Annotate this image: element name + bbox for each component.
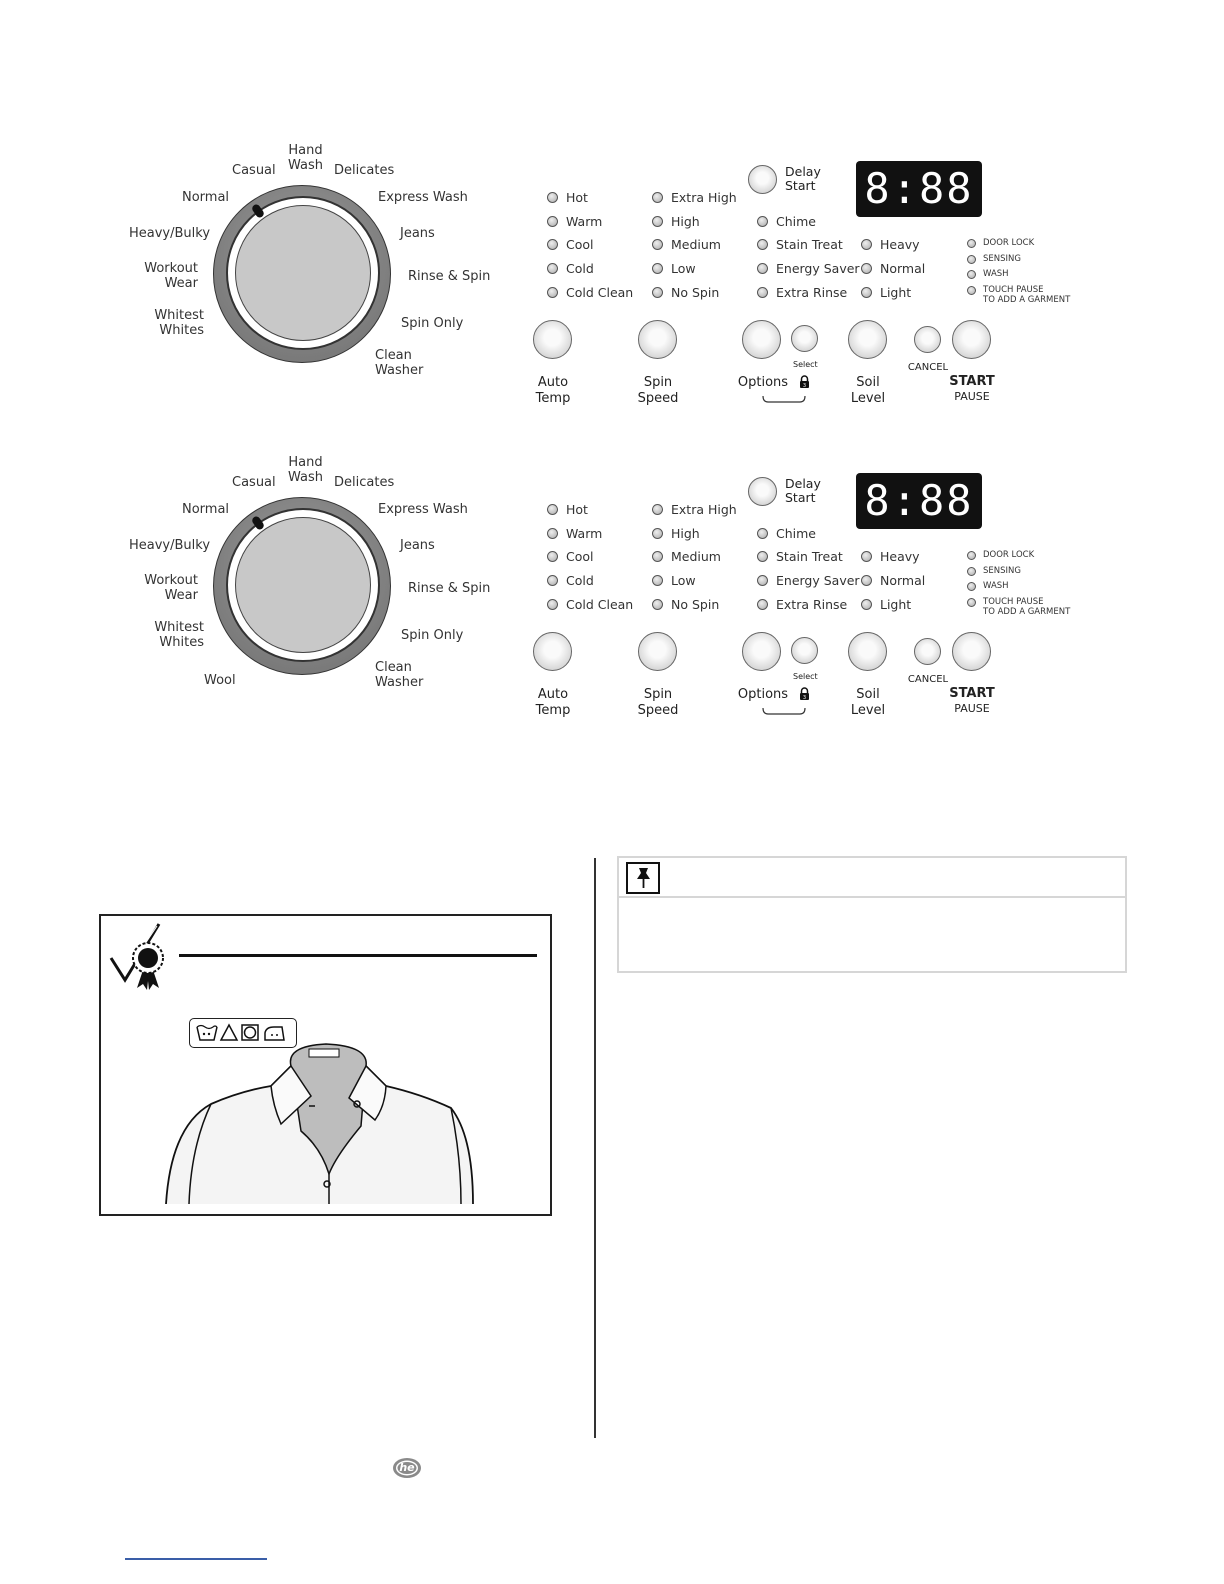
temp-led-hot: Hot bbox=[547, 190, 588, 205]
spin-led-medium: Medium bbox=[652, 237, 721, 252]
cycle-express-wash: Express Wash bbox=[378, 190, 468, 205]
control-panel bbox=[0, 135, 1224, 435]
led-icon bbox=[757, 263, 768, 274]
led-icon bbox=[547, 239, 558, 250]
start-pause-button[interactable] bbox=[952, 632, 991, 671]
spin-led-no-spin: No Spin bbox=[652, 285, 719, 300]
spin-speed-label: Spin Speed bbox=[637, 375, 679, 406]
cycle-rinse-spin: Rinse & Spin bbox=[408, 269, 491, 284]
cycle-casual: Casual bbox=[232, 475, 276, 490]
status-sensing: SENSING bbox=[967, 566, 1021, 576]
led-icon bbox=[757, 528, 768, 539]
temp-led-cold-clean: Cold Clean bbox=[547, 285, 633, 300]
temp-led-hot: Hot bbox=[547, 502, 588, 517]
soil-level-button[interactable] bbox=[848, 320, 887, 359]
temp-led-cool: Cool bbox=[547, 237, 594, 252]
option-led-extra-rinse: Extra Rinse bbox=[757, 285, 847, 300]
start-label: START bbox=[949, 374, 995, 389]
cycle-selector-knob[interactable] bbox=[213, 497, 391, 675]
cancel-label: CANCEL bbox=[907, 674, 949, 685]
time-display: 8:88 bbox=[856, 473, 982, 529]
led-icon bbox=[757, 216, 768, 227]
cycle-whitest-whites: Whitest Whites bbox=[154, 620, 204, 650]
led-icon bbox=[757, 575, 768, 586]
led-icon bbox=[967, 255, 976, 264]
status-touch-pause: TOUCH PAUSE TO ADD A GARMENT bbox=[967, 597, 1070, 617]
cycle-delicates: Delicates bbox=[334, 475, 395, 490]
cycle-workout-wear: Workout Wear bbox=[144, 573, 198, 603]
select-label: Select bbox=[793, 360, 818, 369]
cancel-button[interactable] bbox=[914, 638, 941, 665]
spin-led-medium: Medium bbox=[652, 549, 721, 564]
cycle-rinse-spin: Rinse & Spin bbox=[408, 581, 491, 596]
led-icon bbox=[547, 192, 558, 203]
led-icon bbox=[547, 551, 558, 562]
led-icon bbox=[967, 286, 976, 295]
led-icon bbox=[652, 551, 663, 562]
cycle-selector-knob[interactable] bbox=[213, 185, 391, 363]
soil-level-button[interactable] bbox=[848, 632, 887, 671]
spin-speed-button[interactable] bbox=[638, 632, 677, 671]
heading-rule bbox=[179, 954, 537, 957]
delay-start-button[interactable] bbox=[748, 477, 777, 506]
pushpin-icon bbox=[626, 862, 660, 894]
soil-led-light: Light bbox=[861, 285, 911, 300]
soil-led-heavy: Heavy bbox=[861, 237, 920, 252]
led-icon bbox=[757, 239, 768, 250]
option-led-chime: Chime bbox=[757, 214, 816, 229]
spin-speed-button[interactable] bbox=[638, 320, 677, 359]
delay-start-label: Delay Start bbox=[785, 476, 821, 505]
led-icon bbox=[547, 599, 558, 610]
led-icon bbox=[967, 582, 976, 591]
status-touch-pause: TOUCH PAUSE TO ADD A GARMENT bbox=[967, 285, 1070, 305]
svg-text:3: 3 bbox=[802, 695, 807, 700]
led-icon bbox=[652, 192, 663, 203]
control-panel bbox=[0, 447, 1224, 747]
soil-level-label: Soil Level bbox=[850, 687, 886, 718]
led-icon bbox=[861, 239, 872, 250]
auto-temp-label: Auto Temp bbox=[535, 375, 571, 406]
he-logo-text: he bbox=[399, 1461, 415, 1474]
status-wash: WASH bbox=[967, 581, 1009, 591]
soil-led-heavy: Heavy bbox=[861, 549, 920, 564]
lock-icon bbox=[799, 685, 810, 698]
start-pause-button[interactable] bbox=[952, 320, 991, 359]
pause-label: PAUSE bbox=[954, 702, 990, 715]
led-icon bbox=[652, 599, 663, 610]
cycle-whitest-whites: Whitest Whites bbox=[154, 308, 204, 338]
led-icon bbox=[967, 598, 976, 607]
care-label-figure bbox=[99, 914, 552, 1216]
led-icon bbox=[547, 575, 558, 586]
select-label: Select bbox=[793, 672, 818, 681]
select-button[interactable] bbox=[791, 637, 818, 664]
temp-led-cold-clean: Cold Clean bbox=[547, 597, 633, 612]
led-icon bbox=[861, 575, 872, 586]
led-icon bbox=[547, 287, 558, 298]
lock-icon bbox=[799, 373, 810, 386]
soil-led-light: Light bbox=[861, 597, 911, 612]
led-icon bbox=[652, 239, 663, 250]
soil-led-normal: Normal bbox=[861, 573, 925, 588]
spin-led-extra-high: Extra High bbox=[652, 502, 737, 517]
note-header bbox=[619, 858, 1125, 898]
soil-level-label: Soil Level bbox=[850, 375, 886, 406]
cycle-normal: Normal bbox=[182, 502, 230, 517]
led-icon bbox=[652, 528, 663, 539]
led-icon bbox=[652, 575, 663, 586]
spin-speed-label: Spin Speed bbox=[637, 687, 679, 718]
led-icon bbox=[652, 504, 663, 515]
led-icon bbox=[861, 551, 872, 562]
cycle-workout-wear: Workout Wear bbox=[144, 261, 198, 291]
led-icon bbox=[861, 287, 872, 298]
temp-led-cold: Cold bbox=[547, 573, 594, 588]
cycle-hand-wash: Hand Wash bbox=[288, 455, 324, 485]
led-icon bbox=[547, 216, 558, 227]
status-wash: WASH bbox=[967, 269, 1009, 279]
cycle-clean-washer: Clean Washer bbox=[375, 660, 424, 690]
cycle-spin-only: Spin Only bbox=[401, 316, 464, 331]
option-led-stain-treat: Stain Treat bbox=[757, 237, 843, 252]
spin-led-no-spin: No Spin bbox=[652, 597, 719, 612]
led-icon bbox=[757, 599, 768, 610]
options-button[interactable] bbox=[742, 632, 781, 671]
cycle-delicates: Delicates bbox=[334, 163, 395, 178]
led-icon bbox=[967, 567, 976, 576]
option-led-energy-saver: Energy Saver bbox=[757, 573, 860, 588]
svg-text:3: 3 bbox=[802, 383, 807, 388]
cycle-heavy-bulky: Heavy/Bulky bbox=[129, 538, 211, 553]
led-icon bbox=[652, 216, 663, 227]
auto-temp-button[interactable] bbox=[533, 632, 572, 671]
delay-start-label: Delay Start bbox=[785, 164, 821, 193]
options-bracket-icon bbox=[762, 389, 806, 397]
status-sensing: SENSING bbox=[967, 254, 1021, 264]
cycle-express-wash: Express Wash bbox=[378, 502, 468, 517]
he-logo-icon bbox=[392, 1457, 422, 1479]
spin-led-low: Low bbox=[652, 261, 696, 276]
led-icon bbox=[757, 551, 768, 562]
option-led-stain-treat: Stain Treat bbox=[757, 549, 843, 564]
temp-led-cold: Cold bbox=[547, 261, 594, 276]
cycle-heavy-bulky: Heavy/Bulky bbox=[129, 226, 211, 241]
cycle-spin-only: Spin Only bbox=[401, 628, 464, 643]
spin-led-low: Low bbox=[652, 573, 696, 588]
temp-led-warm: Warm bbox=[547, 214, 602, 229]
led-icon bbox=[547, 263, 558, 274]
led-icon bbox=[967, 551, 976, 560]
temp-led-warm: Warm bbox=[547, 526, 602, 541]
certified-ribbon-icon bbox=[107, 922, 171, 992]
status-door-lock: DOOR LOCK bbox=[967, 238, 1034, 248]
spin-led-high: High bbox=[652, 214, 700, 229]
temp-led-cool: Cool bbox=[547, 549, 594, 564]
led-icon bbox=[652, 263, 663, 274]
led-icon bbox=[967, 270, 976, 279]
cancel-label: CANCEL bbox=[907, 362, 949, 373]
cycle-jeans: Jeans bbox=[400, 538, 435, 553]
cycle-casual: Casual bbox=[232, 163, 276, 178]
led-icon bbox=[967, 239, 976, 248]
led-icon bbox=[757, 287, 768, 298]
option-led-extra-rinse: Extra Rinse bbox=[757, 597, 847, 612]
column-divider bbox=[594, 858, 596, 1438]
auto-temp-label: Auto Temp bbox=[535, 687, 571, 718]
start-label: START bbox=[949, 686, 995, 701]
note-box bbox=[617, 856, 1127, 973]
option-led-chime: Chime bbox=[757, 526, 816, 541]
spin-led-high: High bbox=[652, 526, 700, 541]
link-underline bbox=[125, 1558, 267, 1560]
options-button[interactable] bbox=[742, 320, 781, 359]
delay-start-button[interactable] bbox=[748, 165, 777, 194]
led-icon bbox=[861, 599, 872, 610]
auto-temp-button[interactable] bbox=[533, 320, 572, 359]
pause-label: PAUSE bbox=[954, 390, 990, 403]
status-door-lock: DOOR LOCK bbox=[967, 550, 1034, 560]
time-display: 8:88 bbox=[856, 161, 982, 217]
led-icon bbox=[547, 504, 558, 515]
options-bracket-icon bbox=[762, 701, 806, 709]
cycle-wool: Wool bbox=[204, 673, 236, 688]
soil-led-normal: Normal bbox=[861, 261, 925, 276]
spin-led-extra-high: Extra High bbox=[652, 190, 737, 205]
options-label: Options bbox=[737, 687, 789, 702]
options-label: Options bbox=[737, 375, 789, 390]
shirt-illustration bbox=[161, 1036, 481, 1206]
cycle-jeans: Jeans bbox=[400, 226, 435, 241]
cycle-normal: Normal bbox=[182, 190, 230, 205]
option-led-energy-saver: Energy Saver bbox=[757, 261, 860, 276]
led-icon bbox=[547, 528, 558, 539]
cycle-hand-wash: Hand Wash bbox=[288, 143, 324, 173]
cancel-button[interactable] bbox=[914, 326, 941, 353]
cycle-clean-washer: Clean Washer bbox=[375, 348, 424, 378]
led-icon bbox=[861, 263, 872, 274]
led-icon bbox=[652, 287, 663, 298]
select-button[interactable] bbox=[791, 325, 818, 352]
